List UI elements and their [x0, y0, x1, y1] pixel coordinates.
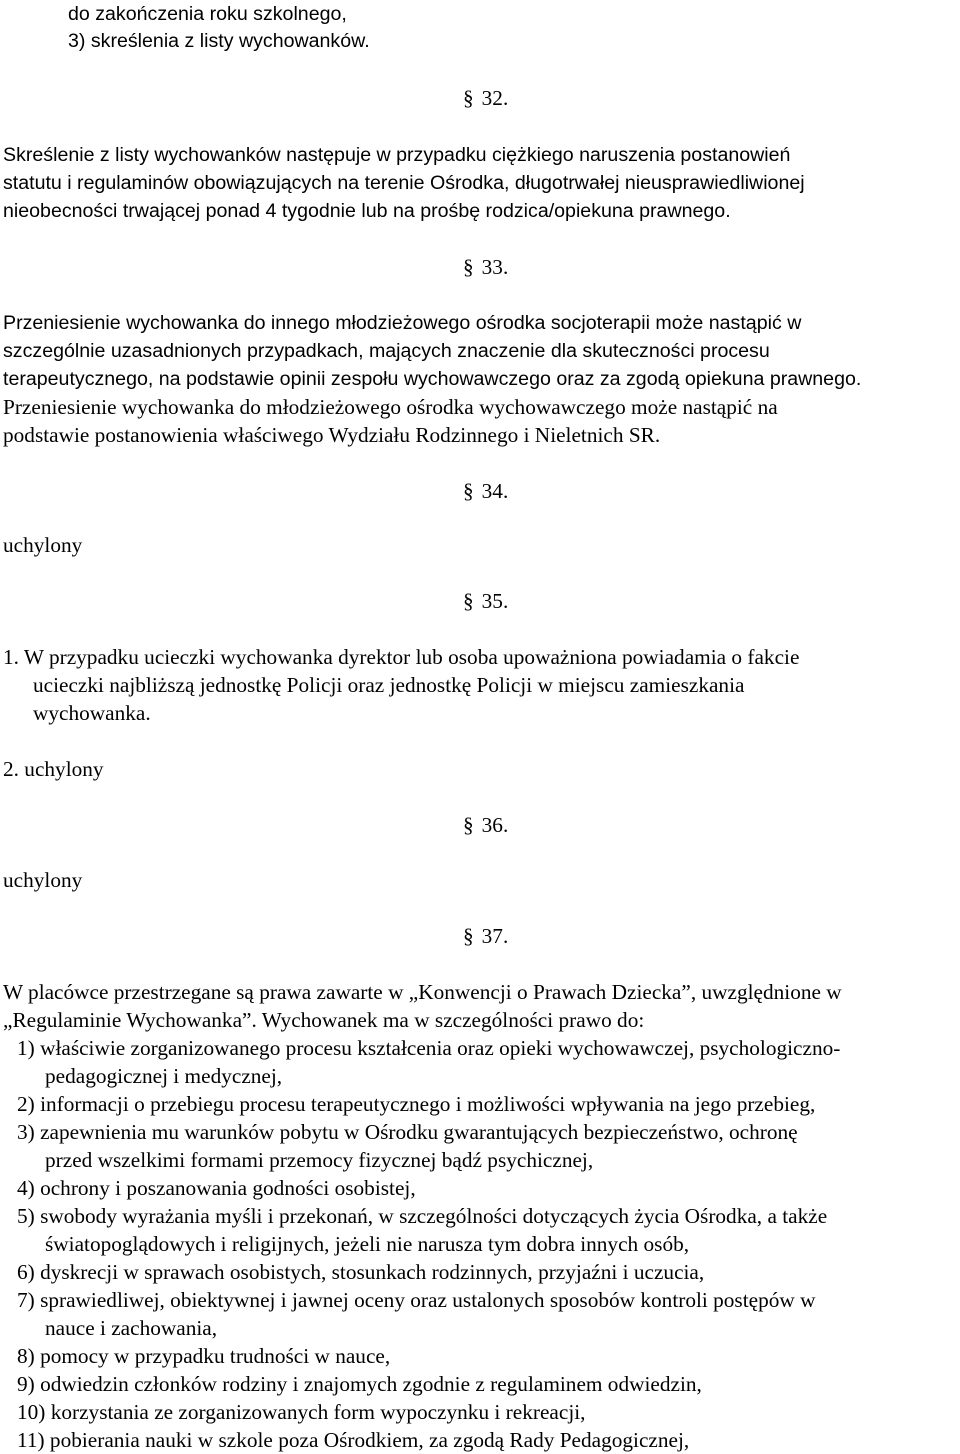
list-item-1: 1) właściwie zorganizowanego procesu kształcenia oraz opieki wychowawczej, psychologiczno- — [17, 1036, 841, 1060]
section-heading-33 — [463, 253, 508, 281]
paragraph-line: Skreślenie z listy wychowanków następuje w przypadku ciężkiego naruszenia postanowień — [3, 144, 791, 166]
list-item-1: 1. W przypadku ucieczki wychowanka dyrektor lub osoba upoważniona powiadamia o fakcie — [3, 645, 800, 669]
section-number: 37. — [481, 924, 509, 948]
paragraph-line: Przeniesienie wychowanka do innego młodzieżowego ośrodka socjoterapii może nastąpić w — [3, 312, 802, 334]
list-item-continuation: do zakończenia roku szkolnego, — [68, 3, 347, 25]
list-item-3: 3) zapewnienia mu warunków pobytu w Ośrodku gwarantujących bezpieczeństwo, ochronę — [17, 1120, 798, 1144]
section-heading-34 — [463, 477, 508, 505]
section-heading-35 — [463, 587, 508, 615]
list-item-continuation: wychowanka. — [33, 701, 151, 725]
list-item-11: 11) pobierania nauki w szkole poza Ośrodkiem, za zgodą Rady Pedagogicznej, — [17, 1428, 690, 1452]
list-item-continuation: nauce i zachowania, — [45, 1316, 218, 1340]
section-symbol: § — [463, 255, 474, 279]
list-item-continuation: przed wszelkimi formami przemocy fizycznej bądź psychicznej, — [45, 1148, 594, 1172]
list-item-5: 5) swobody wyrażania myśli i przekonań, w szczególności dotyczących życia Ośrodka, a także — [17, 1204, 828, 1228]
list-item-continuation: pedagogicznej i medycznej, — [45, 1064, 283, 1088]
paragraph-line: „Regulaminie Wychowanka”. Wychowanek ma w szczególności prawo do: — [3, 1008, 645, 1032]
section-heading-36 — [463, 811, 508, 839]
paragraph-line: szczególnie uzasadnionych przypadkach, mających znaczenie dla skuteczności procesu — [3, 340, 770, 362]
paragraph-line: podstawie postanowienia właściwego Wydziału Rodzinnego i Nieletnich SR. — [3, 423, 661, 447]
list-item-4: 4) ochrony i poszanowania godności osobistej, — [17, 1176, 416, 1200]
list-item-10: 10) korzystania ze zorganizowanych form wypoczynku i rekreacji, — [17, 1400, 586, 1424]
section-symbol: § — [463, 479, 474, 503]
list-item-6: 6) dyskrecji w sprawach osobistych, stosunkach rodzinnych, przyjaźni i uczucia, — [17, 1260, 705, 1284]
section-heading-32 — [463, 84, 508, 112]
paragraph-line: statutu i regulaminów obowiązujących na terenie Ośrodka, długotrwałej nieusprawiedliwionej — [3, 172, 805, 194]
list-item-7: 7) sprawiedliwej, obiektywnej i jawnej oceny oraz ustalonych sposobów kontroli postępów w — [17, 1288, 816, 1312]
list-item-continuation: ucieczki najbliższą jednostkę Policji oraz jednostkę Policji w miejscu zamieszkania — [33, 673, 745, 697]
section-number: 33. — [481, 255, 509, 279]
paragraph-line: Przeniesienie wychowanka do młodzieżowego ośrodka wychowawczego może nastąpić na — [3, 395, 778, 419]
list-item-2: 2) informacji o przebiegu procesu terapeutycznego i możliwości wpływania na jego przebieg, — [17, 1092, 816, 1116]
section-symbol: § — [463, 924, 474, 948]
list-item-2: 2. uchylony — [3, 757, 104, 781]
section-symbol: § — [463, 589, 474, 613]
section-heading-37 — [463, 922, 508, 950]
section-symbol: § — [463, 813, 474, 837]
section-text: uchylony — [3, 533, 83, 557]
section-number: 36. — [481, 813, 509, 837]
section-symbol: § — [463, 86, 474, 110]
section-text: uchylony — [3, 868, 83, 892]
list-item-9: 9) odwiedzin członków rodziny i znajomych zgodnie z regulaminem odwiedzin, — [17, 1372, 702, 1396]
paragraph-line: nieobecności trwającej ponad 4 tygodnie lub na prośbę rodzica/opiekuna prawnego. — [3, 200, 731, 222]
list-item-3: 3) skreślenia z listy wychowanków. — [68, 30, 370, 52]
section-number: 35. — [481, 589, 509, 613]
section-number: 34. — [481, 479, 509, 503]
section-number: 32. — [481, 86, 509, 110]
paragraph-line: W placówce przestrzegane są prawa zawarte w „Konwencji o Prawach Dziecka”, uwzględnione w — [3, 980, 842, 1004]
paragraph-line: terapeutycznego, na podstawie opinii zespołu wychowawczego oraz za zgodą opiekuna prawnego. — [3, 368, 862, 390]
list-item-continuation: światopoglądowych i religijnych, jeżeli nie narusza tym dobra innych osób, — [45, 1232, 690, 1256]
list-item-8: 8) pomocy w przypadku trudności w nauce, — [17, 1344, 391, 1368]
